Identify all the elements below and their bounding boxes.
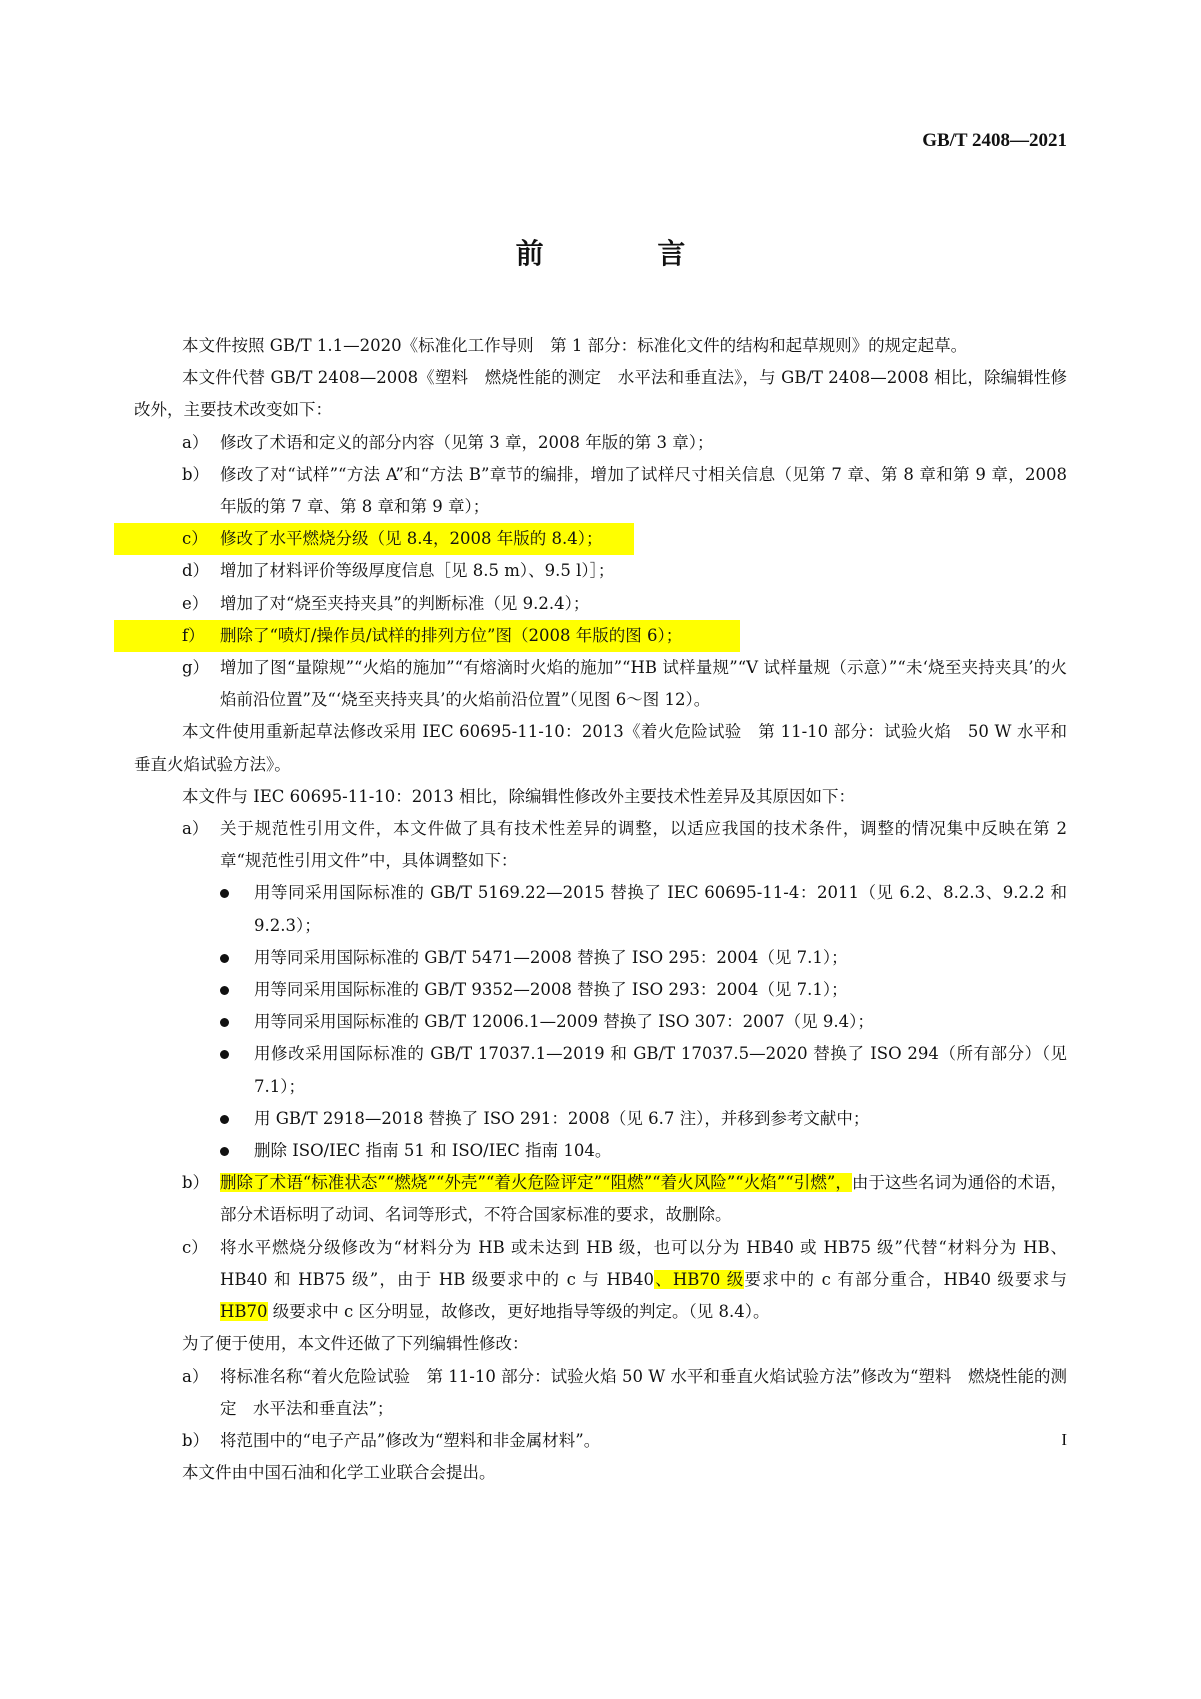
page-number: I bbox=[1061, 1430, 1067, 1449]
list-text: 增加了对“烧至夹持夹具”的判断标准（见 9.2.4）； bbox=[220, 593, 590, 613]
bullet-text: 删除 ISO/IEC 指南 51 和 ISO/IEC 指南 104。 bbox=[254, 1141, 612, 1161]
paragraph: 本文件按照 GB/T 1.1—2020《标准化工作导则 第 1 部分：标准化文件的结构和起草规则》的规定起草。 bbox=[182, 336, 968, 355]
list-label: d） bbox=[182, 561, 210, 581]
list-text: 将范围中的“电子产品”修改为“塑料和非金属材料”。 bbox=[220, 1430, 601, 1450]
list-label: a） bbox=[182, 1366, 209, 1386]
bullet-dot-icon bbox=[134, 1006, 254, 1038]
list-label: e） bbox=[182, 593, 209, 613]
list-text: 修改了对“试样”“方法 A”和“方法 B”章节的编排，增加了试样尺寸相关信息（见第 7 章、第 8 章和第 9 章，2008 年版的第 7 章、第 8 章和第 9 章）； bbox=[220, 464, 1073, 517]
bullet-item bbox=[134, 1135, 1067, 1167]
list-text-part: 级要求中 c 区分明显，故修改，更好地指导等级的判定。（见 8.4）。 bbox=[267, 1302, 770, 1322]
bullet-text: 用等同采用国际标准的 GB/T 12006.1—2009 替换了 ISO 307：2007（见 9.4）； bbox=[254, 1012, 874, 1032]
bullet-item bbox=[134, 1006, 1067, 1038]
bullet-item bbox=[134, 942, 1067, 974]
list-item bbox=[134, 652, 1067, 716]
highlighted-text: 删除了术语“标准状态”“燃烧”“外壳”“着火危险评定”“阻燃”“着火风险”“火焰”“引燃”， bbox=[220, 1173, 852, 1193]
list-text bbox=[220, 1232, 1073, 1329]
bullet-item bbox=[134, 1103, 1067, 1135]
list-item bbox=[134, 555, 1067, 587]
list-text-part: 要求中的 c 有部分重合，HB40 级要求与 bbox=[744, 1269, 1073, 1289]
bullet-text: 用等同采用国际标准的 GB/T 5169.22—2015 替换了 IEC 60695-11-4：2011（见 6.2、8.2.3、9.2.2 和 9.2.3）； bbox=[254, 883, 1073, 935]
bullet-dot-icon bbox=[134, 1103, 254, 1135]
bullet-item bbox=[134, 877, 1073, 941]
paragraph: 为了便于使用，本文件还做了下列编辑性修改： bbox=[182, 1334, 529, 1354]
list-label: a） bbox=[182, 432, 209, 452]
list-label: c） bbox=[182, 529, 208, 549]
list-item bbox=[134, 427, 1067, 459]
list-label: b） bbox=[182, 1173, 210, 1193]
list-text: 增加了图“量隙规”“火焰的施加”“有熔滴时火焰的施加”“HB 试样量规”“V 试样量规（示意）”“未‘烧至夹持夹具’的火焰前沿位置”及“‘烧至夹持夹具’的火焰前沿位置”（见图 6～图 12）。 bbox=[220, 658, 1067, 710]
bullet-dot-icon bbox=[134, 942, 254, 974]
page-title: 前 言 bbox=[515, 237, 738, 270]
bullet-text: 用修改采用国际标准的 GB/T 17037.1—2019 和 GB/T 17037.5—2020 替换了 ISO 294（所有部分）（见 7.1）； bbox=[254, 1044, 1073, 1096]
list-item bbox=[134, 1232, 1073, 1329]
bullet-item bbox=[134, 1038, 1073, 1102]
list-text: 删除了“喷灯/操作员/试样的排列方位”图（2008 年版的图 6）； bbox=[220, 625, 683, 645]
list-text-part: 将水平燃烧分级修改为“材料分为 HB 或未达到 HB 级，也可以分为 HB40 或 HB75 级”代替“材料分为 HB、HB40 和 HB75 级”，由于 HB 级要求中的 c 与 HB40 bbox=[220, 1237, 1067, 1289]
list-label: b） bbox=[182, 1430, 210, 1450]
document-body bbox=[134, 330, 1073, 1489]
bullet-text: 用等同采用国际标准的 GB/T 9352—2008 替换了 ISO 293：2004（见 7.1）； bbox=[254, 980, 848, 1000]
list-label: a） bbox=[182, 819, 209, 839]
paragraph: 本文件与 IEC 60695-11-10：2013 相比，除编辑性修改外主要技术性差异及其原因如下： bbox=[182, 786, 856, 806]
bullet-item bbox=[134, 974, 1067, 1006]
list-item bbox=[134, 459, 1073, 523]
list-label: g） bbox=[182, 658, 210, 678]
list-text-rest: 由于这些名词为通俗的术语，部分术语标明了动词、名词等形式，不符合国家标准的要求，故删除。 bbox=[220, 1173, 1068, 1225]
list-text: 修改了术语和定义的部分内容（见第 3 章，2008 年版的第 3 章）； bbox=[220, 432, 714, 452]
list-text: 修改了水平燃烧分级（见 8.4，2008 年版的 8.4）； bbox=[220, 529, 603, 549]
bullet-dot-icon bbox=[134, 877, 254, 941]
list-item bbox=[134, 1361, 1067, 1425]
highlighted-text: 、HB70 级 bbox=[653, 1269, 745, 1289]
list-text: 关于规范性引用文件，本文件做了具有技术性差异的调整，以适应我国的技术条件，调整的情况集中反映在第 2 章“规范性引用文件”中，具体调整如下： bbox=[220, 819, 1073, 871]
list-text: 增加了材料评价等级厚度信息［见 8.5 m）、9.5 l）］； bbox=[220, 561, 615, 581]
list-item bbox=[134, 1167, 1067, 1231]
list-item bbox=[134, 813, 1073, 877]
highlighted-list-item bbox=[114, 523, 634, 555]
standard-code: GB/T 2408—2021 bbox=[922, 130, 1067, 151]
highlighted-list-item bbox=[114, 620, 740, 652]
bullet-text: 用等同采用国际标准的 GB/T 5471—2008 替换了 ISO 295：2004（见 7.1）； bbox=[254, 947, 848, 967]
highlighted-text: HB70 bbox=[220, 1302, 268, 1322]
paragraph: 本文件由中国石油和化学工业联合会提出。 bbox=[182, 1463, 496, 1483]
list-item bbox=[134, 1425, 1067, 1457]
list-label: c） bbox=[182, 1237, 208, 1257]
bullet-dot-icon bbox=[134, 1135, 254, 1167]
bullet-dot-icon bbox=[134, 1038, 254, 1102]
paragraph: 本文件代替 GB/T 2408—2008《塑料 燃烧性能的测定 水平法和垂直法》，与 GB/T 2408—2008 相比，除编辑性修改外，主要技术改变如下： bbox=[134, 368, 1067, 420]
list-item bbox=[134, 588, 1067, 620]
bullet-dot-icon bbox=[134, 974, 254, 1006]
list-text: 将标准名称“着火危险试验 第 11-10 部分：试验火焰 50 W 水平和垂直火焰试验方法”修改为“塑料 燃烧性能的测定 水平法和垂直法”； bbox=[220, 1366, 1067, 1418]
list-label: b） bbox=[182, 464, 210, 484]
list-label: f） bbox=[182, 625, 205, 645]
list-text bbox=[220, 1167, 1067, 1231]
paragraph: 本文件使用重新起草法修改采用 IEC 60695-11-10：2013《着火危险试验 第 11-10 部分：试验火焰 50 W 水平和垂直火焰试验方法》。 bbox=[134, 722, 1067, 774]
bullet-text: 用 GB/T 2918—2018 替换了 ISO 291：2008（见 6.7 注），并移到参考文献中； bbox=[254, 1108, 870, 1128]
